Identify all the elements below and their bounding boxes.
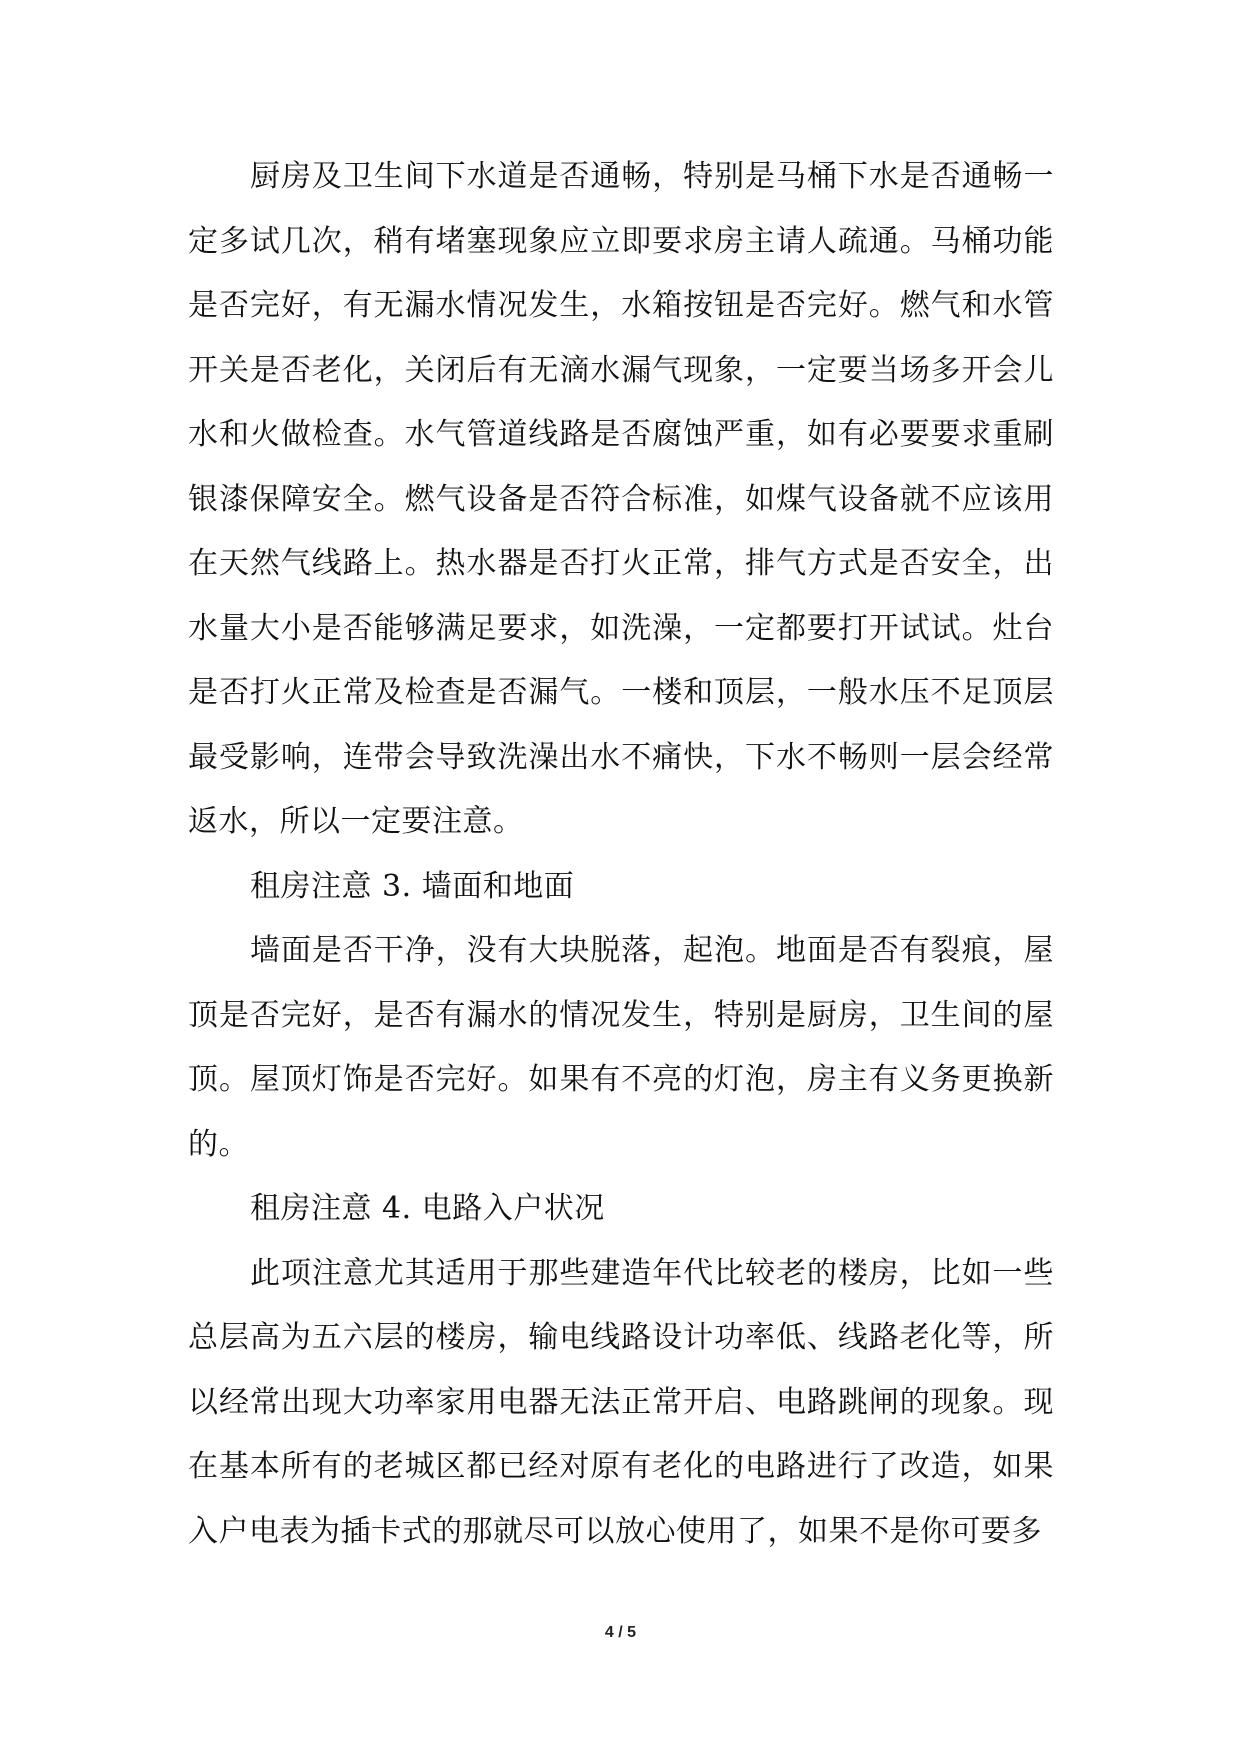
document-body	[188, 145, 1054, 1564]
paragraph-walls-floors: 墙面是否干净，没有大块脱落，起泡。地面是否有裂痕，屋顶是否完好，是否有漏水的情况发生，特别是厨房，卫生间的屋顶。屋顶灯饰是否完好。如果有不亮的灯泡，房主有义务更换新的。	[188, 933, 1054, 1162]
section-heading-electrical: 租房注意 4. 电路入户状况	[250, 1191, 605, 1226]
paragraph-kitchen-bathroom: 厨房及卫生间下水道是否通畅，特别是马桶下水是否通畅一定多试几次，稍有堵塞现象应立即要求房主请人疏通。马桶功能是否完好，有无漏水情况发生，水箱按钮是否完好。燃气和水管开关是否老化，关闭后有无滴水漏气现象，一定要当场多开会儿水和火做检查。水气管道线路是否腐蚀严重，如有必要要求重刷银漆保障安全。燃气设备是否符合标准，如煤气设备就不应该用在天然气线路上。热水器是否打火正常，排气方式是否安全，出水量大小是否能够满足要求，如洗澡，一定都要打开试试。灶台是否打火正常及检查是否漏气。一楼和顶层，一般水压不足顶层最受影响，连带会导致洗澡出水不痛快，下水不畅则一层会经常返水，所以一定要注意。	[188, 159, 1054, 839]
section-heading-walls-floors: 租房注意 3. 墙面和地面	[250, 868, 575, 904]
paragraph-electrical: 此项注意尤其适用于那些建造年代比较老的楼房，比如一些总层高为五六层的楼房，输电线路设计功率低、线路老化等，所以经常出现大功率家用电器无法正常开启、电路跳闸的现象。现在基本所有的老城区都已经对原有老化的电路进行了改造，如果入户电表为插卡式的那就尽可以放心使用了，如果不是你可要多	[188, 1255, 1054, 1549]
page-number: 4 / 5	[604, 1624, 637, 1641]
